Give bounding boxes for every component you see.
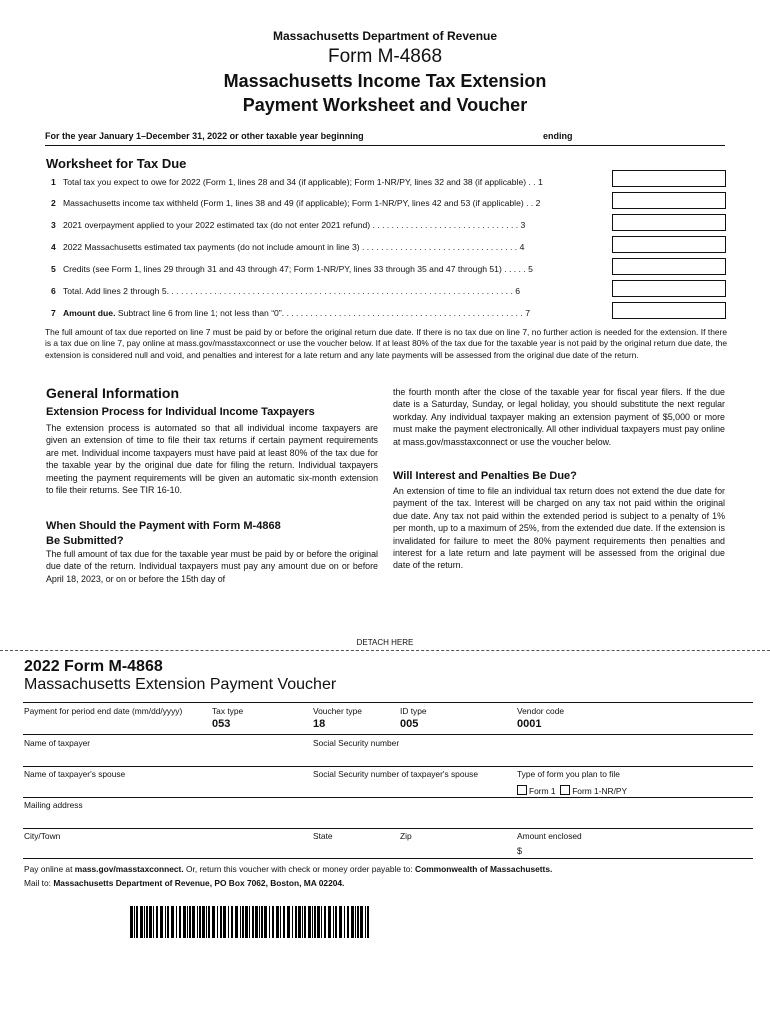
payment-timing-heading-line-1: When Should the Payment with Form M-4868: [46, 520, 281, 532]
barcode-bar: [312, 906, 313, 938]
worksheet-note: The full amount of tax due reported on line 7 must be paid by or before the original return due date. If there is no tax due on line 7, no further action is needed for the extension. If there is a tax due on line 7, pay online at mass.gov/masstaxconnect or use the voucher below. If at least 80% of the tax due for the taxable year is not paid by the original return due date, the extension is considered null and void, and penalties and interest for a late return and any late payments will be assessed from the original due date of the return.: [45, 327, 727, 360]
payment-timing-heading-line-2: Be Submitted?: [46, 535, 124, 547]
mail-instructions: [24, 878, 344, 888]
mail-prefix: Mail to:: [24, 878, 54, 888]
barcode-bar: [292, 906, 293, 938]
barcode-bar: [298, 906, 301, 938]
barcode-bar: [212, 906, 215, 938]
barcode-bar: [183, 906, 186, 938]
interest-penalties-text: An extension of time to file an individual tax return does not extend the due date for payment of the tax. Interest will be charged on any tax not paid within the original due date. Any tax not paid within the extended period is subject to a penalty of 1% per month, up to a maximum of 25%, from the extended due date. If the extension is invalidated for failure to meet the 80% payment requirements then penalties and interest for a late return and late payment will be assessed from the original due date of the return.: [393, 486, 725, 571]
barcode-bar: [344, 906, 345, 938]
pay-middle: Or, return this voucher with check or money order payable to:: [183, 864, 416, 874]
taxpayer-name-field[interactable]: Name of taxpayer: [24, 738, 91, 748]
barcode-bar: [272, 906, 274, 938]
barcode-bar: [167, 906, 169, 938]
extension-process-heading: Extension Process for Individual Income Taxpayers: [46, 406, 315, 418]
barcode-bar: [287, 906, 290, 938]
barcode-bar: [249, 906, 250, 938]
line-bold-label: Amount due.: [62, 308, 116, 318]
barcode-bar: [304, 906, 306, 938]
spouse-ssn-field[interactable]: Social Security number of taxpayer's spouse: [313, 769, 478, 779]
tax-year-label: For the year January 1–December 31, 2022 or other taxable year beginning: [45, 131, 364, 141]
barcode-bar: [252, 906, 254, 938]
voucher-title: 2022 Form M-4868: [24, 658, 163, 675]
barcode-bar: [217, 906, 218, 938]
line-text: 2021 overpayment applied to your 2022 estimated tax (do not enter 2021 refund) . . . . . . . . . . . . . . . . . . . . . . . . . . . . . . . 3: [62, 220, 526, 230]
barcode-bar: [197, 906, 198, 938]
barcode-bar: [255, 906, 258, 938]
barcode-bar: [351, 906, 354, 938]
barcode-bar: [146, 906, 148, 938]
worksheet-line-5: [51, 264, 611, 274]
barcode-bar: [302, 906, 303, 938]
city-field[interactable]: City/Town: [24, 831, 61, 841]
barcode-bar: [333, 906, 334, 938]
barcode-bar: [264, 906, 267, 938]
voucher-rule: [23, 797, 753, 798]
barcode-bar: [295, 906, 297, 938]
line-2-amount-field[interactable]: [612, 192, 726, 209]
line-1-amount-field[interactable]: [612, 170, 726, 187]
voucher-rule: [23, 858, 753, 859]
worksheet-line-6: [51, 286, 611, 296]
zip-field[interactable]: Zip: [400, 831, 412, 841]
barcode-bar: [235, 906, 238, 938]
line-text: 2022 Massachusetts estimated tax payments (do not include amount in line 3) . . . . . . . . . . . . . . . . . . . . . . . . . . . . . . . . . 4: [62, 242, 525, 252]
barcode-bar: [328, 906, 331, 938]
line-text: Total. Add lines 2 through 5. . . . . . . . . . . . . . . . . . . . . . . . . . . . . . . . . . . . . . . . . . . . . . . . . . . . . . . . . . . . . . . . . . . . . . . . . 6: [62, 286, 520, 296]
barcode-bar: [242, 906, 244, 938]
barcode-bar: [283, 906, 285, 938]
barcode-bar: [160, 906, 163, 938]
barcode-bar: [347, 906, 349, 938]
barcode-bar: [171, 906, 174, 938]
line-number: 3: [51, 220, 56, 230]
voucher-subtitle: Massachusetts Extension Payment Voucher: [24, 676, 337, 693]
barcode-bar: [202, 906, 205, 938]
line-text: Massachusetts income tax withheld (Form 1, lines 38 and 49 (if applicable); Form 1-NR/PY, lines 42 and 53 (if applicable) . . 2: [62, 198, 541, 208]
extension-process-text: The extension process is automated so that all individual income taxpayers are given an extension of time to file their tax returns if certain payment requirements are met. Individual income taxpayers must have paid at least 80% of the tax due for the taxable year by the original due date for filing the return. Individual taxpayers meeting the payment requirements will be given an automatic six-month extension to file their returns. See TIR 16-10.: [46, 423, 378, 496]
id-type-label: ID type: [400, 706, 427, 716]
worksheet-line-1: [51, 177, 611, 187]
pay-prefix: Pay online at: [24, 864, 75, 874]
pay-instructions: [24, 864, 552, 874]
barcode-bar: [276, 906, 279, 938]
form-1nr-checkbox[interactable]: [560, 785, 570, 795]
tax-year-bar[interactable]: [45, 131, 725, 146]
barcode-bar: [153, 906, 154, 938]
barcode-bar: [140, 906, 143, 938]
general-info-title: General Information: [46, 385, 180, 401]
barcode-bar: [176, 906, 177, 938]
line-number: 2: [51, 198, 56, 208]
line-number: 5: [51, 264, 56, 274]
amount-enclosed-field[interactable]: $: [517, 846, 523, 856]
barcode-bar: [206, 906, 207, 938]
barcode-bar: [261, 906, 263, 938]
worksheet-line-7: [51, 308, 611, 318]
line-5-amount-field[interactable]: [612, 258, 726, 275]
barcode-bar: [269, 906, 270, 938]
barcode-bar: [360, 906, 363, 938]
form-1nr-label: Form 1-NR/PY: [572, 786, 628, 796]
mailing-address-field[interactable]: Mailing address: [24, 800, 83, 810]
vendor-code-value: 0001: [517, 718, 542, 730]
voucher-rule: [23, 702, 753, 703]
line-7-amount-field[interactable]: [612, 302, 726, 319]
barcode-bar: [136, 906, 138, 938]
line-number: 7: [51, 308, 56, 318]
barcode-bar: [134, 906, 135, 938]
interest-penalties-heading: Will Interest and Penalties Be Due?: [393, 470, 577, 482]
line-6-amount-field[interactable]: [612, 280, 726, 297]
voucher-rule: [23, 766, 753, 767]
barcode-bar: [179, 906, 181, 938]
tax-type-value: 053: [212, 718, 231, 730]
line-number: 1: [51, 177, 56, 187]
payment-timing-text-continued: the fourth month after the close of the taxable year for fiscal year filers. If the due date is a Saturday, Sunday, or legal holiday, you should substitute the next regular workday. Any individual taxpayer making an extension payment of $5,000 or more must make the payment electronically. All other individual taxpayers must pay online at mass.gov/masstaxconnect or use the voucher below.: [393, 387, 725, 447]
line-text: Credits (see Form 1, lines 29 through 31 and 43 through 47; Form 1-NR/PY, lines 33 through 35 and 47 through 51) . . . . . 5: [62, 264, 533, 274]
form-1-checkbox[interactable]: [517, 785, 527, 795]
mail-address: Massachusetts Department of Revenue, PO Box 7062, Boston, MA 02204.: [53, 878, 345, 888]
worksheet-title: Worksheet for Tax Due: [46, 156, 187, 171]
barcode-bar: [245, 906, 248, 938]
barcode-bar: [223, 906, 226, 938]
form-type-options: [517, 785, 627, 796]
barcode-bar: [365, 906, 366, 938]
state-field[interactable]: State: [313, 831, 333, 841]
barcode-bar: [308, 906, 311, 938]
barcode: [130, 906, 374, 938]
barcode-bar: [324, 906, 326, 938]
barcode-bar: [149, 906, 152, 938]
line-text: Subtract line 6 from line 1; not less than “0”. . . . . . . . . . . . . . . . . . . . . . . . . . . . . . . . . . . . . . . . . . . . . . . . . . . 7: [115, 308, 531, 318]
barcode-bar: [192, 906, 195, 938]
line-text: Total tax you expect to owe for 2022 (Form 1, lines 28 and 34 (if applicable); Form 1-NR/PY, lines 32 and 38 (if applicable) . . 1: [62, 177, 543, 187]
barcode-bar: [156, 906, 158, 938]
barcode-bar: [259, 906, 260, 938]
worksheet-line-2: [51, 198, 611, 208]
payment-timing-text: The full amount of tax due for the taxable year must be paid by or before the original due date of the return. Individual taxpayers must pay any amount due on or before April 18, 2023, or on or before the 15th day of: [46, 549, 378, 584]
spouse-name-field[interactable]: Name of taxpayer's spouse: [24, 769, 126, 779]
voucher-rule: [23, 828, 753, 829]
payment-timing-heading: [46, 519, 281, 549]
barcode-bar: [199, 906, 201, 938]
barcode-bar: [189, 906, 191, 938]
agency-name: Massachusetts Department of Revenue: [272, 29, 498, 43]
detach-label: DETACH HERE: [356, 638, 414, 647]
barcode-bar: [187, 906, 188, 938]
worksheet-line-3: [51, 220, 611, 230]
voucher-type-value: 18: [313, 718, 326, 730]
barcode-bar: [208, 906, 210, 938]
form-1-label: Form 1: [529, 786, 556, 796]
barcode-bar: [357, 906, 359, 938]
period-end-label[interactable]: Payment for period end date (mm/dd/yyyy): [24, 706, 183, 716]
barcode-bar: [144, 906, 145, 938]
voucher-type-label: Voucher type: [313, 706, 362, 716]
barcode-bar: [335, 906, 337, 938]
form-title: [0, 69, 770, 117]
title-line-1: Massachusetts Income Tax Extension: [223, 71, 547, 91]
pay-url-link[interactable]: mass.gov/masstaxconnect.: [74, 864, 184, 874]
barcode-bar: [367, 906, 369, 938]
form-type-label: Type of form you plan to file: [517, 769, 620, 779]
barcode-bar: [231, 906, 233, 938]
barcode-bar: [165, 906, 166, 938]
line-number: 6: [51, 286, 56, 296]
barcode-bar: [314, 906, 316, 938]
tax-type-label: Tax type: [212, 706, 244, 716]
ending-label: ending: [543, 131, 573, 141]
title-line-2: Payment Worksheet and Voucher: [242, 95, 528, 115]
line-3-amount-field[interactable]: [612, 214, 726, 231]
amount-enclosed-label: Amount enclosed: [517, 831, 582, 841]
detach-cut-line: [0, 650, 770, 651]
line-4-amount-field[interactable]: [612, 236, 726, 253]
barcode-bar: [130, 906, 133, 938]
worksheet-line-4: [51, 242, 611, 252]
payee-name: Commonwealth of Massachusetts.: [415, 864, 553, 874]
form-number: Form M-4868: [327, 46, 443, 67]
id-type-value: 005: [400, 718, 419, 730]
barcode-bar: [240, 906, 241, 938]
barcode-bar: [220, 906, 222, 938]
barcode-bar: [317, 906, 320, 938]
barcode-bar: [228, 906, 229, 938]
barcode-bar: [339, 906, 342, 938]
line-number: 4: [51, 242, 56, 252]
ssn-field[interactable]: Social Security number: [313, 738, 400, 748]
barcode-bar: [355, 906, 356, 938]
barcode-bar: [321, 906, 322, 938]
vendor-code-label: Vendor code: [517, 706, 565, 716]
voucher-rule: [23, 734, 753, 735]
barcode-bar: [280, 906, 281, 938]
